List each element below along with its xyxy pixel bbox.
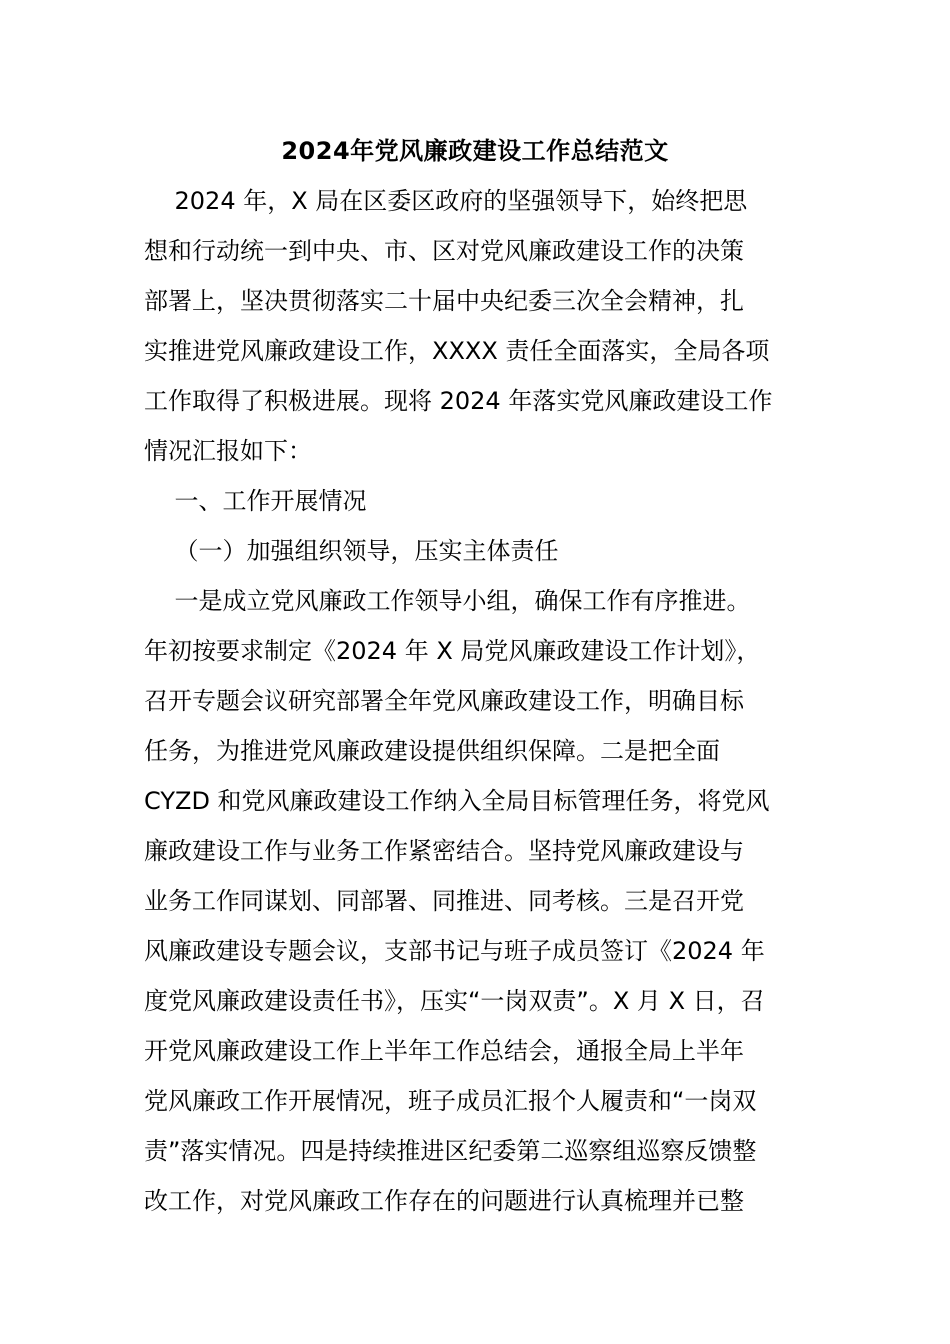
body-line: 风廉政建设专题会议，支部书记与班子成员签订《2024 年 [144, 937, 765, 965]
body-line: 业务工作同谋划、同部署、同推进、同考核。三是召开党 [144, 887, 744, 915]
body-line: 情况汇报如下： [144, 437, 312, 465]
body-line: CYZD 和党风廉政建设工作纳入全局目标管理任务，将党风 [144, 787, 770, 815]
body-line: 责”落实情况。四是持续推进区纪委第二巡察组巡察反馈整 [144, 1137, 757, 1165]
body-line: 改工作，对党风廉政工作存在的问题进行认真梳理并已整 [144, 1187, 744, 1215]
body-line: 想和行动统一到中央、市、区对党风廉政建设工作的决策 [144, 237, 744, 265]
body-line: 实推进党风廉政建设工作，XXXX 责任全面落实，全局各项 [144, 337, 770, 365]
body-line: 度党风廉政建设责任书》，压实“一岗双责”。X 月 X 日，召 [144, 987, 765, 1015]
body-line: 开党风廉政建设工作上半年工作总结会，通报全局上半年 [144, 1037, 744, 1065]
body-line: 党风廉政工作开展情况，班子成员汇报个人履责和“一岗双 [144, 1087, 757, 1115]
body-line: 任务，为推进党风廉政建设提供组织保障。二是把全面 [144, 737, 720, 765]
body-line: 工作取得了积极进展。现将 2024 年落实党风廉政建设工作 [144, 387, 773, 415]
body-line: 召开专题会议研究部署全年党风廉政建设工作，明确目标 [144, 687, 744, 715]
body-line: 2024 年，X 局在区委区政府的坚强领导下，始终把思 [144, 187, 748, 215]
document-title: 2024年党风廉政建设工作总结范文 [281, 137, 669, 165]
body-line: 年初按要求制定《2024 年 X 局党风廉政建设工作计划》， [144, 637, 761, 665]
section-heading: 一、工作开展情况 [144, 487, 367, 515]
body-line: 一是成立党风廉政工作领导小组，确保工作有序推进。 [144, 587, 751, 615]
subsection-heading: （一）加强组织领导，压实主体责任 [144, 537, 559, 565]
body-line: 部署上，坚决贯彻落实二十届中央纪委三次全会精神，扎 [144, 287, 744, 315]
body-line: 廉政建设工作与业务工作紧密结合。坚持党风廉政建设与 [144, 837, 744, 865]
